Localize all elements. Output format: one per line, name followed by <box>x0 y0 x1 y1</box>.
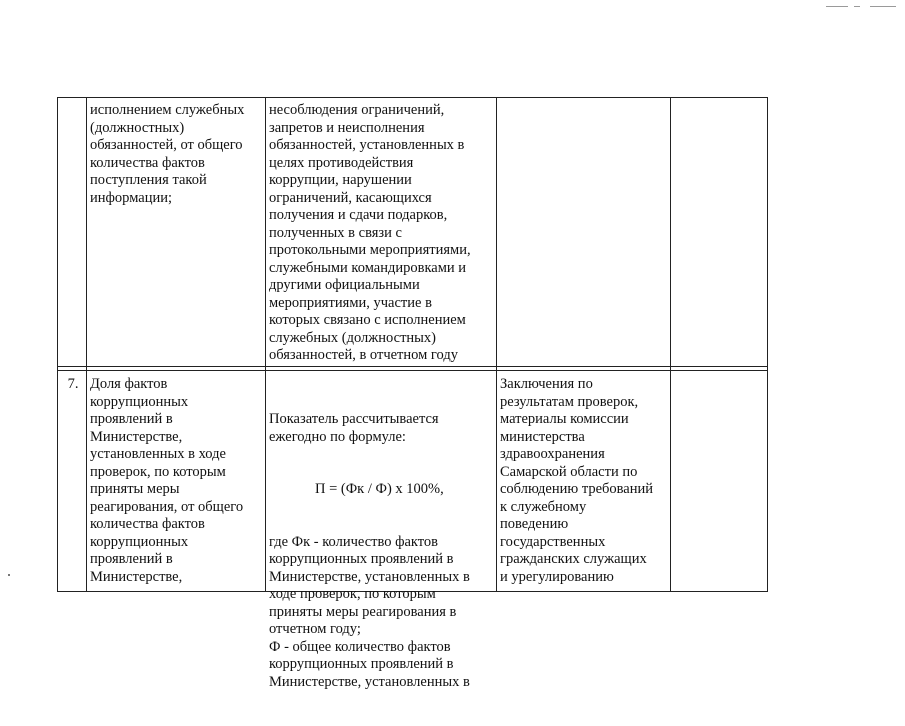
indicator-text: исполнением служебных (должностных) обязанностей, от общего количества фактов поступления такой информации; <box>90 102 245 206</box>
calculation-cell <box>269 376 495 726</box>
source-text: Заключения по результатам проверок, материалы комиссии министерства здравоохранения Самарской области по соблюдению требований к служебному поведению государственных гражданских служащих и урегулированию <box>500 376 654 585</box>
calculation-intro: Показатель рассчитывается ежегодно по формуле: <box>269 411 439 445</box>
calculation-text: где Фк - количество фактов коррупционных проявлений в Министерстве, установленных в ходе проверок, по которым приняты меры реагирования в отчетном году; Ф - общее количество фактов коррупционных проявлений в Министерстве, установленных в <box>269 533 470 690</box>
top-right-mark <box>826 6 896 8</box>
indicator-text: Доля фактов коррупционных проявлений в Министерстве, установленных в ходе проверок, по которым приняты меры реагирования, от общего количества фактов коррупционных проявлений в Министерстве, <box>90 376 244 585</box>
scan-speck <box>8 574 10 576</box>
row-number: 7. <box>67 376 79 392</box>
calculation-text: несоблюдения ограничений, запретов и неисполнения обязанностей, установленных в целях противодействия коррупции, нарушении ограничений, касающихся получения и сдачи подарков, полученных в связи с протокольными мероприятиями, служебными командировками и другими официальными мероприятиями, участие в которых связано с исполнением служебных (должностных) обязанностей, в отчетном году <box>269 102 471 363</box>
formula: П = (Фк / Ф) х 100%, <box>315 481 444 497</box>
